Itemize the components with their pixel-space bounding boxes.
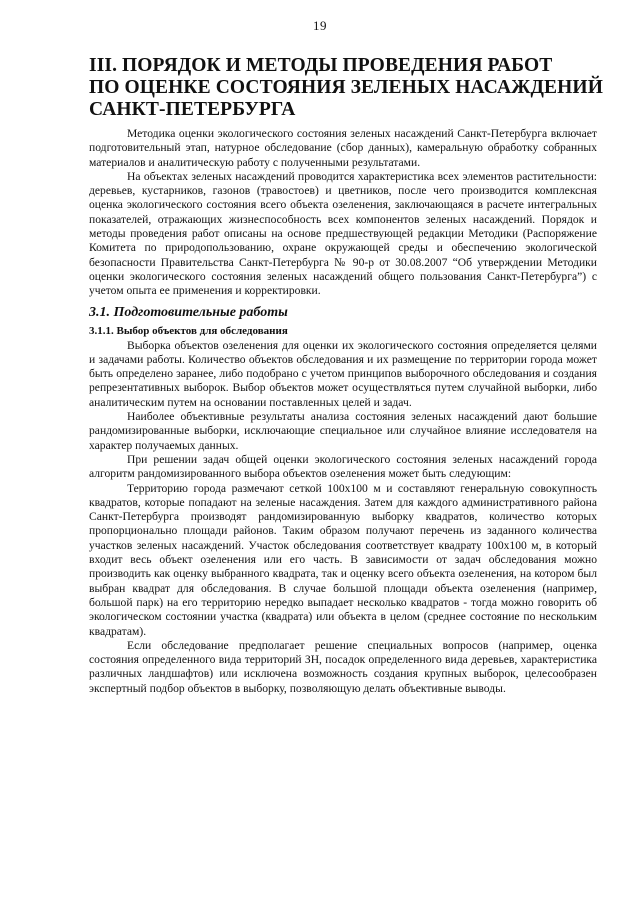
subsection-number: 3.1.1. (89, 324, 114, 337)
intro-paragraph: На объектах зеленых насаждений проводится характеристика всех элементов растительности: деревьев, кустарников, газонов (травостоев) и цветников, после чего производится комплексная оценка экологического состояния всего объекта озеленения, заключающаяся в расчете интегральных показателей, отражающих жизнеспособность всех компонентов зеленых насаждений. Порядок и методы проведения работ описаны на основе предшествующей редакции Методики (Распоряжение Комитета по природопользованию, охране окружающей среды и обеспечению экологической безопасности Правительства Санкт-Петербурга № 90-р от 30.08.2007 “Об утверждении Методики оценки экологического состояния зеленых насаждений общего пользования Санкт-Петербурга”) с учетом опыта ее применения и корректировки. (89, 169, 597, 298)
chapter-title-line: ПО ОЦЕНКЕ СОСТОЯНИЯ ЗЕЛЕНЫХ НАСАЖДЕНИЙ (89, 77, 603, 98)
subsection-heading (89, 324, 597, 338)
subsection-title: Выбор объектов для обследования (116, 324, 288, 337)
body-paragraph: Территорию города размечают сеткой 100х100 м и составляют генеральную совокупность квадратов, которые попадают на зеленые насаждения. Затем для каждого административного района Санкт-Петербурга производят рандомизированную выборку квадратов, количество которых пропорционально площади районов. Таким образом получают перечень из заданного количества участков зеленых насаждений. Участок обследования соответствует квадрату 100х100 м, в который входит весь объект озеленения или его часть. В зависимости от задач обследования можно производить как оценку выбранного квадрата, так и оценку всего объекта озеленения, на котором был выбран квадрат для обследования. В случае большой площади объекта озеленения (например, большой парк) на его территорию нередко выпадает несколько квадратов - тогда можно говорить об экологическом состоянии участка (квадрата) или объекта в целом (среднее состояние по нескольким квадратам). (89, 481, 597, 638)
body-paragraph: Выборка объектов озеленения для оценки их экологического состояния определяется целями и задачами работы. Количество объектов обследования и их размещение по территории города может быть определено заранее, либо подобрано с учетом принципов выборочного обследования и создания репрезентативных выборок. Выбор объектов может осуществляться путем случайной выборки, либо аналитическим путем на основании поставленных целей и задач. (89, 338, 597, 409)
section-heading: 3.1. Подготовительные работы (89, 304, 288, 320)
body-paragraph: При решении задач общей оценки экологического состояния зеленых насаждений города алгоритм рандомизированного выбора объектов озеленения может быть следующим: (89, 452, 597, 481)
body-paragraph: Если обследование предполагает решение специальных вопросов (например, оценка состояния определенного вида территорий ЗН, посадок определенного вида деревьев, характеристика различных ландшафтов) или исключена возможность создания крупных выборок, целесообразен экспертный подбор объектов в выборку, позволяющую делать объективные выводы. (89, 638, 597, 695)
body-paragraph: Наиболее объективные результаты анализа состояния зеленых насаждений дают большие рандомизированные выборки, исключающие специальное или случайное влияние исследователя на характер получаемых данных. (89, 410, 597, 452)
chapter-title-line: III. ПОРЯДОК И МЕТОДЫ ПРОВЕДЕНИЯ РАБОТ (89, 55, 553, 76)
chapter-title-line: САНКТ-ПЕТЕРБУРГА (89, 99, 296, 120)
page-number: 19 (313, 18, 327, 33)
chapter-title (89, 55, 603, 121)
page-content (89, 55, 603, 696)
intro-paragraph: Методика оценки экологического состояния зеленых насаждений Санкт-Петербурга включает подготовительный этап, натурное обследование (сбор данных), камеральную обработку собранных материалов и аналитическую работу с полученными результатами. (89, 127, 597, 169)
